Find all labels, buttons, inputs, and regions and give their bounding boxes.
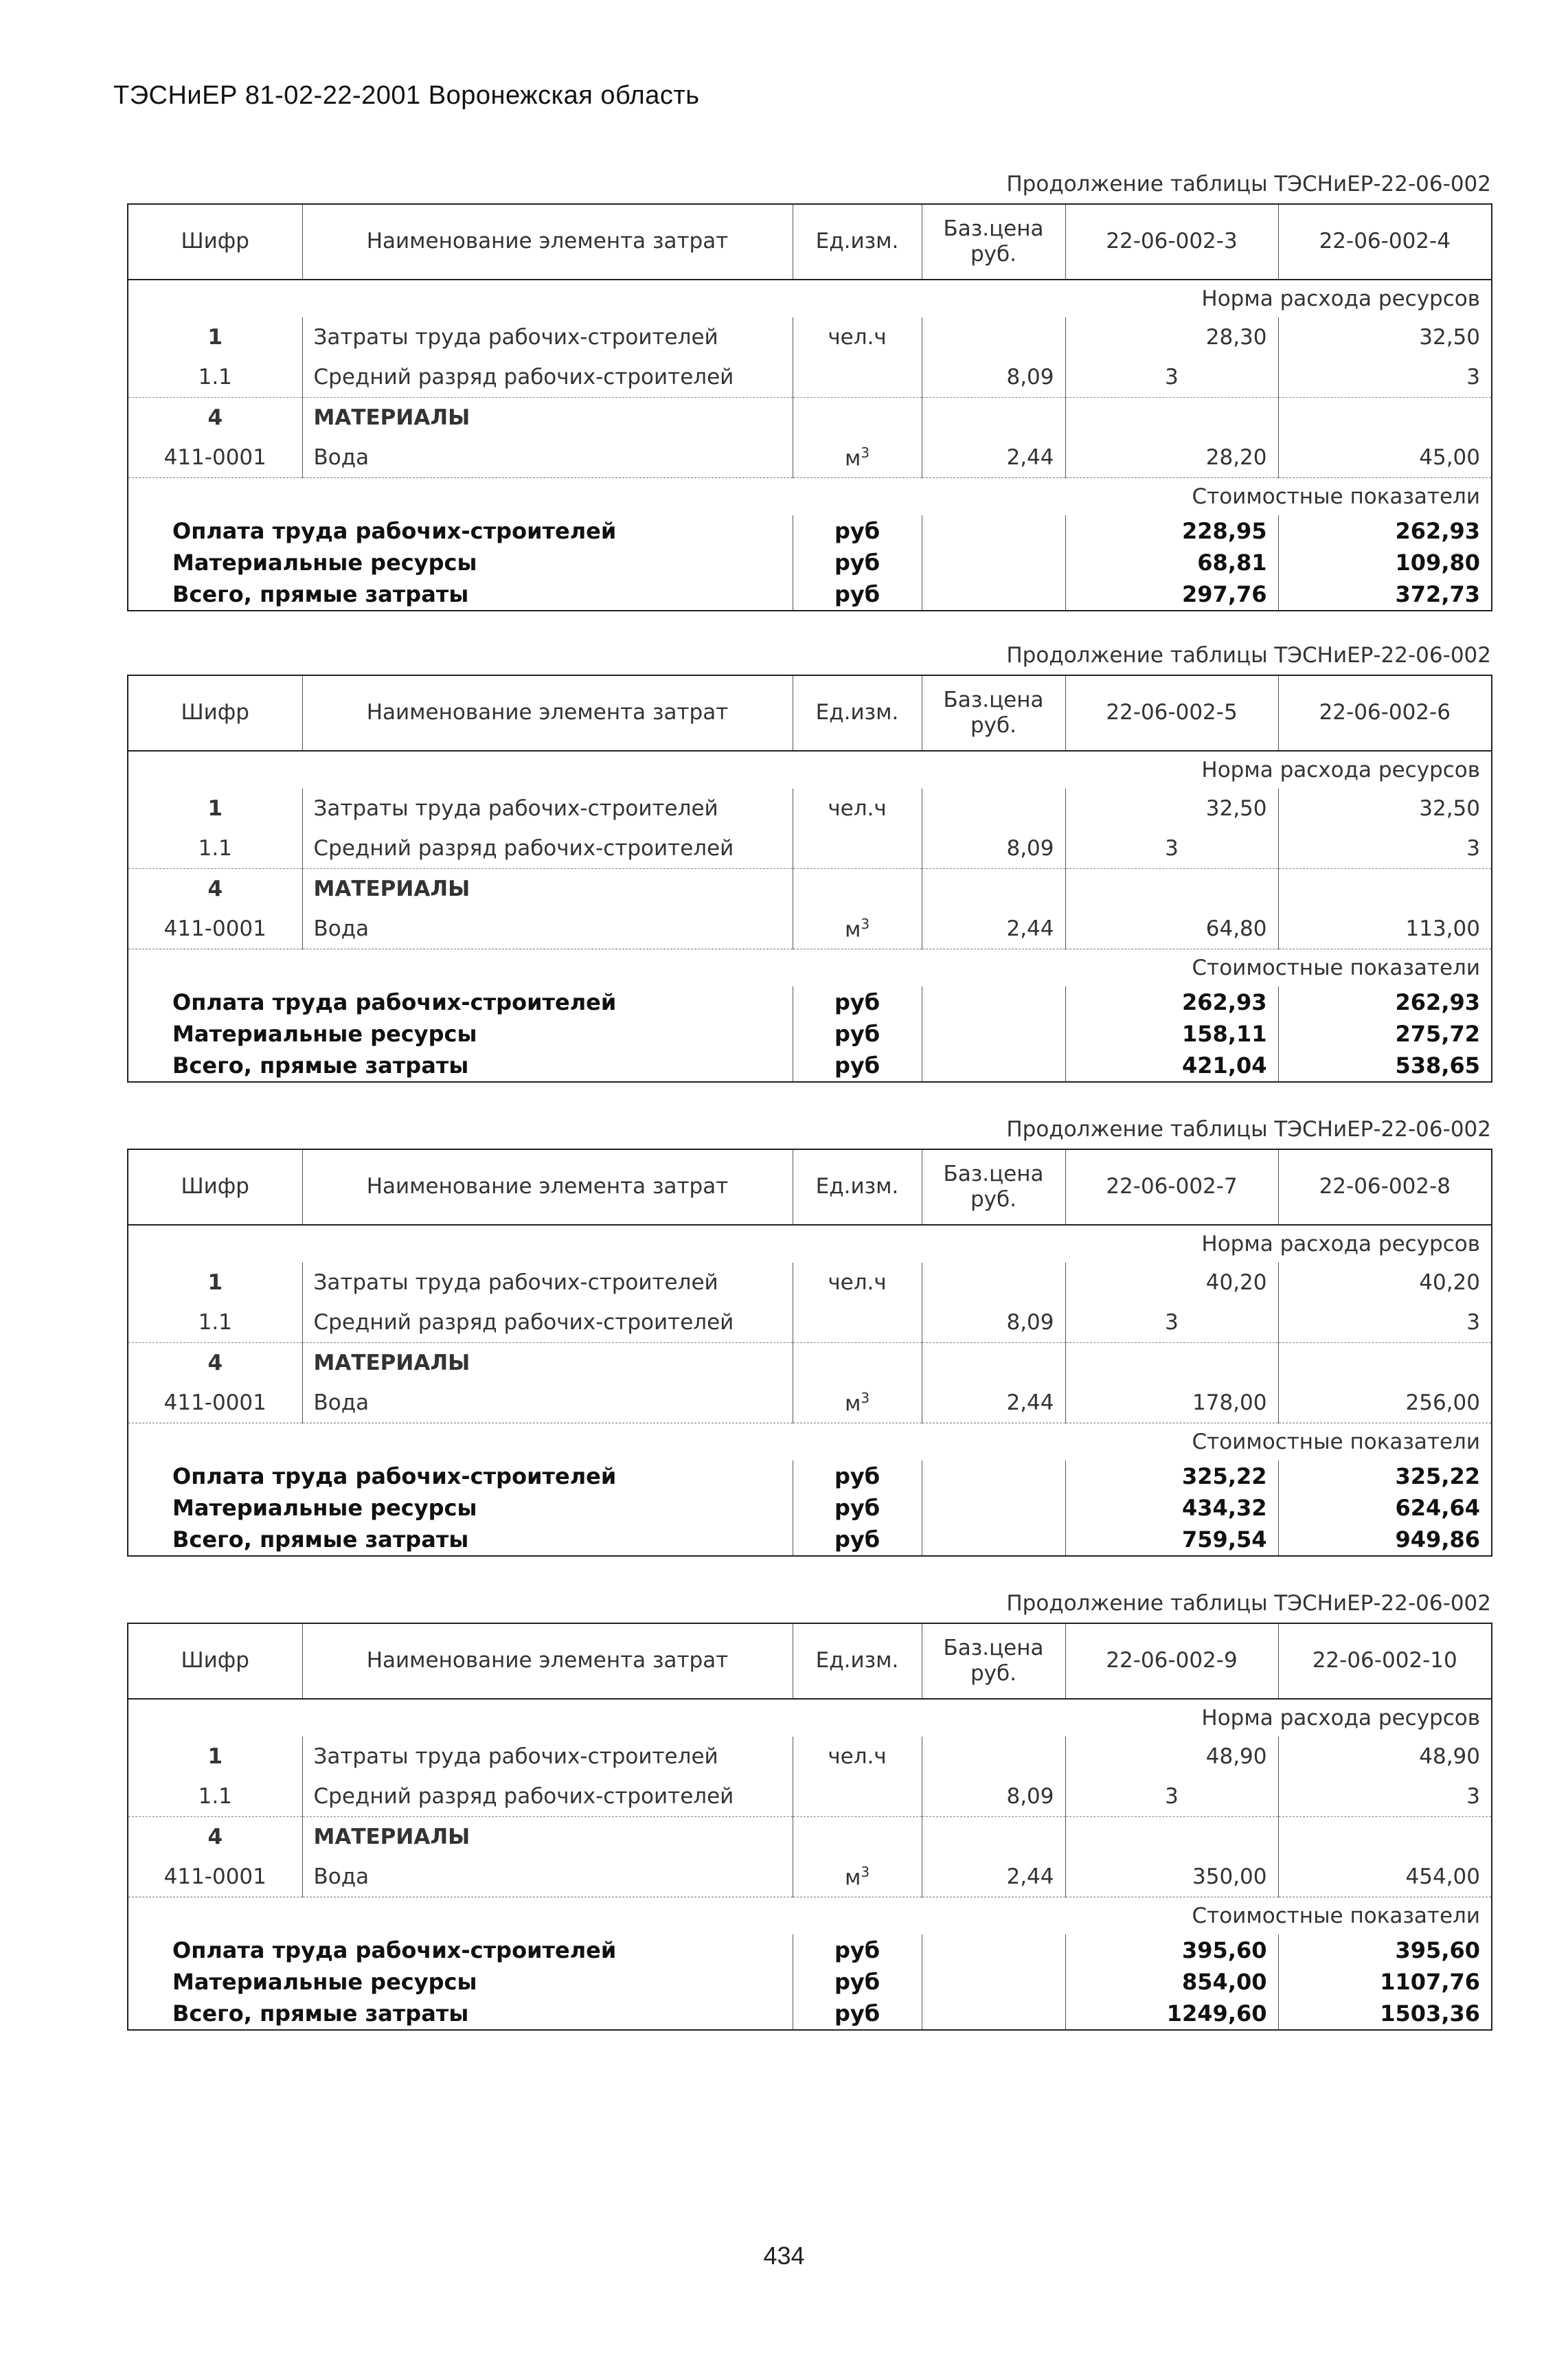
table-row: 1.1 Средний разряд рабочих-строителей 8,09 3 3 xyxy=(128,1302,1492,1343)
col-header-code: Шифр xyxy=(128,1623,302,1699)
table-row: 411-0001 Вода $м^3$ 2,44 178,00 256,00 xyxy=(128,1383,1492,1423)
col-header-unit: Ед.изм. xyxy=(793,204,922,280)
table-caption: Продолжение таблицы ТЭСНиЕР-22-06-002 xyxy=(1006,643,1491,668)
col-header-code: Шифр xyxy=(128,204,302,280)
document-header: ТЭСНиЕР 81-02-22-2001 Воронежская область xyxy=(113,81,700,110)
table-header-row xyxy=(128,204,1492,280)
col-header-name: Наименование элемента затрат xyxy=(302,1149,793,1225)
resource-table xyxy=(127,1149,1492,1557)
cost-row: Материальные ресурсы руб 158,11 275,72 xyxy=(128,1018,1492,1050)
section-resource-norms: Норма расхода ресурсов xyxy=(128,1699,1492,1737)
table-row: 1 Затраты труда рабочих-строителей чел.ч 32,50 32,50 xyxy=(128,789,1492,828)
col-header-a: 22-06-002-7 xyxy=(1065,1149,1278,1225)
cost-row: Оплата труда рабочих-строителей руб 262,93 262,93 xyxy=(128,986,1492,1018)
table-row: 4 МАТЕРИАЛЫ xyxy=(128,1343,1492,1384)
col-header-code: Шифр xyxy=(128,675,302,751)
section-resource-norms: Норма расхода ресурсов xyxy=(128,280,1492,317)
section-cost-indicators: Стоимостные показатели xyxy=(128,949,1492,987)
resource-table xyxy=(127,675,1492,1083)
table-row: 1 Затраты труда рабочих-строителей чел.ч 40,20 40,20 xyxy=(128,1263,1492,1302)
col-header-unit: Ед.изм. xyxy=(793,1623,922,1699)
table-row: 4 МАТЕРИАЛЫ xyxy=(128,869,1492,910)
table-row: 4 МАТЕРИАЛЫ xyxy=(128,398,1492,438)
table-header-row xyxy=(128,1623,1492,1699)
col-header-b: 22-06-002-6 xyxy=(1278,675,1492,751)
section-resource-norms: Норма расхода ресурсов xyxy=(128,751,1492,789)
col-header-b: 22-06-002-4 xyxy=(1278,204,1492,280)
table-row: 1 Затраты труда рабочих-строителей чел.ч 28,30 32,50 xyxy=(128,317,1492,357)
col-header-name: Наименование элемента затрат xyxy=(302,1623,793,1699)
table-row: 411-0001 Вода $м^3$ 2,44 64,80 113,00 xyxy=(128,909,1492,949)
table-caption: Продолжение таблицы ТЭСНиЕР-22-06-002 xyxy=(1006,1591,1491,1616)
cost-row: Материальные ресурсы руб 854,00 1107,76 xyxy=(128,1966,1492,1998)
col-header-unit: Ед.изм. xyxy=(793,1149,922,1225)
cost-row: Материальные ресурсы руб 434,32 624,64 xyxy=(128,1492,1492,1524)
table-row: 411-0001 Вода $м^3$ 2,44 350,00 454,00 xyxy=(128,1857,1492,1897)
resource-table xyxy=(127,1623,1492,2031)
cost-row: Материальные ресурсы руб 68,81 109,80 xyxy=(128,547,1492,578)
cost-row: Всего, прямые затраты руб 297,76 372,73 xyxy=(128,578,1492,611)
section-cost-indicators: Стоимостные показатели xyxy=(128,1897,1492,1935)
cost-row: Оплата труда рабочих-строителей руб 395,60 395,60 xyxy=(128,1934,1492,1966)
cost-row: Всего, прямые затраты руб 1249,60 1503,36 xyxy=(128,1998,1492,2030)
cost-row: Всего, прямые затраты руб 421,04 538,65 xyxy=(128,1050,1492,1082)
col-header-a: 22-06-002-9 xyxy=(1065,1623,1278,1699)
col-header-b: 22-06-002-8 xyxy=(1278,1149,1492,1225)
table-caption: Продолжение таблицы ТЭСНиЕР-22-06-002 xyxy=(1006,172,1491,196)
col-header-price xyxy=(922,204,1065,280)
table-caption: Продолжение таблицы ТЭСНиЕР-22-06-002 xyxy=(1006,1117,1491,1142)
col-header-unit: Ед.изм. xyxy=(793,675,922,751)
col-header-price: Баз.цена руб. xyxy=(922,675,1065,751)
col-header-price: Баз.цена руб. xyxy=(922,1623,1065,1699)
table-row: 1.1 Средний разряд рабочих-строителей 8,09 3 3 xyxy=(128,1776,1492,1817)
table-row: 1.1 Средний разряд рабочих-строителей 8,09 3 3 xyxy=(128,828,1492,869)
page-number: 434 xyxy=(763,2242,805,2270)
price-header-line2: руб. xyxy=(970,242,1016,267)
col-header-name: Наименование элемента затрат xyxy=(302,675,793,751)
cost-row: Оплата труда рабочих-строителей руб 325,22 325,22 xyxy=(128,1460,1492,1492)
table-row: 1.1 Средний разряд рабочих-строителей 8,09 3 3 xyxy=(128,357,1492,398)
resource-table xyxy=(127,203,1492,611)
col-header-b: 22-06-002-10 xyxy=(1278,1623,1492,1699)
section-cost-indicators: Стоимостные показатели xyxy=(128,478,1492,516)
col-header-code: Шифр xyxy=(128,1149,302,1225)
cost-row: Оплата труда рабочих-строителей руб 228,95 262,93 xyxy=(128,515,1492,547)
table-row: 1 Затраты труда рабочих-строителей чел.ч 48,90 48,90 xyxy=(128,1737,1492,1776)
table-header-row xyxy=(128,1149,1492,1225)
price-header-line1: Баз.цена xyxy=(943,216,1044,241)
cost-row: Всего, прямые затраты руб 759,54 949,86 xyxy=(128,1524,1492,1556)
col-header-price: Баз.цена руб. xyxy=(922,1149,1065,1225)
col-header-a: 22-06-002-3 xyxy=(1065,204,1278,280)
table-row: 411-0001 Вода $м^3$ 2,44 28,20 45,00 xyxy=(128,438,1492,478)
section-resource-norms: Норма расхода ресурсов xyxy=(128,1225,1492,1263)
table-header-row xyxy=(128,675,1492,751)
section-cost-indicators: Стоимостные показатели xyxy=(128,1423,1492,1461)
col-header-name: Наименование элемента затрат xyxy=(302,204,793,280)
table-row: 4 МАТЕРИАЛЫ xyxy=(128,1817,1492,1858)
col-header-a: 22-06-002-5 xyxy=(1065,675,1278,751)
